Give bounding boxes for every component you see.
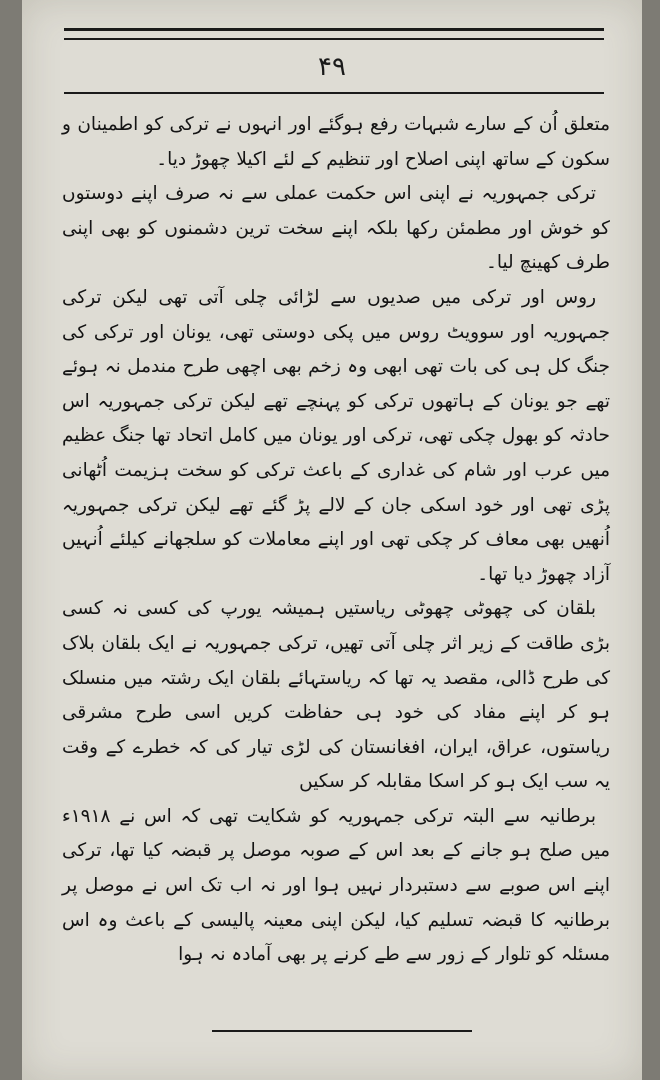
page-body-text <box>62 108 610 973</box>
paragraph-2: ترکی جمہوریہ نے اپنی اس حکمت عملی سے نہ صرف اپنے دوستوں کو خوش اور مطمئن رکھا بلکہ اپنے سخت ترین دشمنوں کو بھی اپنی طرف کھینچ لیا۔ <box>62 183 610 274</box>
paragraph-5: برطانیہ سے البتہ ترکی جمہوریہ کو شکایت تھی کہ اس نے ۱۹۱۸ء میں صلح ہو جانے کے بعد اس کے صوبہ موصل پر قبضہ کیا تھا، ترکی اپنے اس صوبے سے دستبردار نہیں ہوا اور نہ اب تک اس نے موصل پر برطانیہ کا قبضہ تسلیم کیا، لیکن اپنی معینہ پالیسی کے باعث وہ اس مسئلہ کو تلوار کے زور سے طے کرنے پر بھی آمادہ نہ ہوا <box>62 805 610 966</box>
page-number: ۴۹ <box>318 52 346 82</box>
book-page <box>22 0 642 1080</box>
footer-rule <box>212 1030 472 1032</box>
paragraph-1: متعلق اُن کے سارے شبہات رفع ہوگئے اور انہوں نے ترکی کو اطمینان و سکون کے ساتھ اپنی اصلاح اور تنظیم کے لئے اکیلا چھوڑ دیا۔ <box>62 114 610 170</box>
paragraph-3: روس اور ترکی میں صدیوں سے لڑائی چلی آتی تھی لیکن ترکی جمہوریہ اور سوویٹ روس میں پکی دوستی تھی، یونان اور ترکی کی جنگ کل ہی کی بات تھی ابھی وہ زخم بھی اچھی طرح مندمل نہ ہوئے تھے جو یونان کے ہاتھوں ترکی کو پہنچے تھے لیکن ترکی جمہوریہ اس حادثہ کو بھول چکی تھی، ترکی اور یونان میں کامل اتحاد تھا جنگ عظیم میں عرب اور شام کی غداری کے باعث ترکی کو سخت ہزیمت اُٹھانی پڑی تھی اور خود اسکی جان کے لالے پڑ گئے تھے لیکن ترکی جمہوریہ اُنھیں بھی معاف کر چکی تھی اور اپنے معاملات کو سلجھانے کیلئے اُنہیں آزاد چھوڑ دیا تھا۔ <box>62 286 610 585</box>
header-rule-second <box>64 38 604 40</box>
header-rule-top <box>64 28 604 31</box>
paragraph-4: بلقان کی چھوٹی چھوٹی ریاستیں ہمیشہ یورپ کی کسی نہ کسی بڑی طاقت کے زیر اثر چلی آتی تھیں، ترکی جمہوریہ نے ایک بلقان بلاک کی طرح ڈالی، مقصد یہ تھا کہ ریاستہائے بلقان ایک رشتہ میں منسلک ہو کر اپنے مفاد کی خود ہی حفاظت کریں اسی طرح مشرقی ریاستوں، عراق، ایران، افغانستان کی لڑی تیار کی کہ خطرے کے وقت یہ سب ایک ہو کر اسکا مقابلہ کر سکیں <box>62 598 610 793</box>
header-rule-under-number <box>64 92 604 94</box>
